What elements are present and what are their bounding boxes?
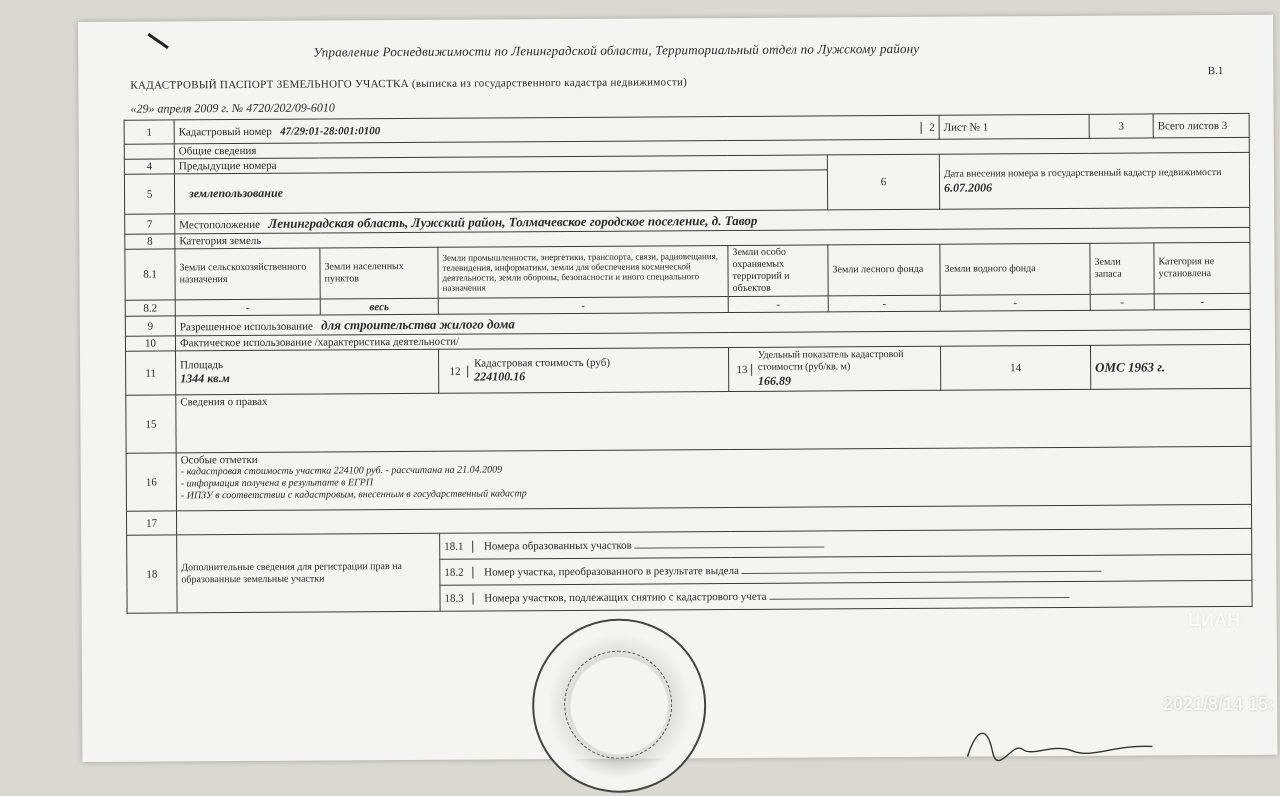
- issuing-organization: Управление Роснедвижимости по Ленинградской области, Территориальный отдел по Лужскому району: [313, 40, 920, 60]
- specific-value-cell: [729, 346, 941, 391]
- table-row: [126, 388, 1251, 453]
- land-use-type: [174, 170, 827, 214]
- row-number: 7: [125, 214, 175, 234]
- fill-line: [742, 570, 1102, 573]
- special-note-line: - ИПЗУ в соответствии с кадастровым, внесенным в государственный кадастр: [180, 488, 527, 502]
- cadastral-value-cell: [439, 348, 729, 394]
- document-title: КАДАСТРОВЫЙ ПАСПОРТ ЗЕМЕЛЬНОГО УЧАСТКА (выписка из государственного кадастра недвижимости): [130, 76, 688, 92]
- rights-label: Сведения о правах: [176, 388, 1251, 453]
- entry-date-cell: [939, 152, 1249, 209]
- land-category-label: Категория земель: [175, 227, 1250, 249]
- table-row: [125, 242, 1250, 300]
- row-number: 12: [443, 365, 468, 377]
- category-header: Земли населенных пунктов: [320, 247, 438, 299]
- total-sheets: Всего листов 3: [1153, 113, 1249, 138]
- category-value: -: [438, 297, 728, 315]
- special-note-line: - информация получена в результате в ЕГРП: [180, 477, 374, 490]
- pen-mark: [147, 33, 168, 49]
- row-number: 2: [920, 121, 935, 133]
- category-header: Категория не установлена: [1154, 242, 1250, 294]
- subrow-18-3: [440, 580, 1252, 611]
- sheet-number: [939, 114, 1089, 139]
- row-number: 13: [733, 363, 752, 375]
- handwritten-signature: [962, 720, 1162, 761]
- category-header: Земли запаса: [1090, 243, 1154, 294]
- document-sheet: [78, 15, 1277, 762]
- cadastral-number-label: Кадастровый номер: [178, 125, 272, 138]
- entry-date-label: Дата внесения номера в государственный кадастр недвижимости: [943, 166, 1222, 180]
- specific-value-label: Удельный показатель кадастровой стоимости (руб/кв. м): [757, 348, 904, 373]
- special-notes-cell: [176, 446, 1251, 511]
- row-number: 17: [126, 511, 176, 535]
- permitted-use-label: Разрешенное использование: [179, 320, 313, 333]
- subrow-number: 18.1: [444, 540, 473, 552]
- row-number: 8: [125, 234, 175, 249]
- subrow-number: 18.2: [444, 566, 473, 578]
- category-value: -: [940, 294, 1090, 311]
- watermark: ЦИАН: [1187, 610, 1240, 630]
- category-value: -: [828, 295, 940, 312]
- special-note-line: - кадастровая стоимость участка 224100 руб. - рассчитана на 21.04.2009: [180, 464, 503, 478]
- area-label: Площадь: [180, 359, 224, 372]
- area-value: 1344 кв.м: [180, 371, 230, 386]
- row-number: 8.1: [125, 249, 175, 300]
- entry-date-value: 6.07.2006: [943, 179, 993, 195]
- permitted-use-value: для строительства жилого дома: [321, 315, 515, 333]
- table-row: [126, 446, 1251, 511]
- previous-numbers-label: Предыдущие номера: [174, 155, 827, 174]
- location-label: Местоположение: [179, 218, 261, 231]
- registration-info-label: Дополнительные сведения для регистрации прав на образованные земельные участки: [177, 533, 440, 613]
- row-number: 6: [827, 154, 939, 210]
- area-cell: [176, 349, 439, 395]
- category-value: -: [728, 296, 828, 313]
- row-number: 16: [126, 453, 176, 511]
- sheet-number-label: Лист № 1: [943, 120, 989, 134]
- row-number: 8.2: [125, 300, 175, 316]
- row-number: 3: [1089, 114, 1153, 138]
- specific-value-amount: 166.89: [757, 373, 792, 388]
- row-number: 10: [125, 336, 175, 351]
- form-code: В.1: [1207, 65, 1224, 78]
- cadastral-value-label: Кадастровая стоимость (руб): [474, 356, 611, 370]
- fill-line: [635, 546, 825, 548]
- row-number: 11: [126, 351, 176, 395]
- category-value: -: [175, 299, 320, 316]
- category-header: Земли водного фонда: [940, 243, 1090, 295]
- location-value: Ленинградская область, Лужский район, Толмачевское городское поселение, д. Тавор: [268, 212, 758, 231]
- category-value: весь: [320, 298, 438, 315]
- land-use-type-value: землепользование: [189, 185, 283, 201]
- cadastral-number-value: 47/29:01-28:001:0100: [280, 124, 381, 138]
- row-number: 14: [941, 345, 1091, 390]
- fill-line: [769, 596, 1069, 599]
- transformed-plot-label: Номер участка, преобразованного в результате выдела: [484, 564, 739, 579]
- category-header: Земли особо охраняемых территорий и объектов: [728, 245, 828, 297]
- document-date-number: «29» апреля 2009 г. № 4720/202/09-6010: [130, 100, 335, 116]
- photo-timestamp: 2021/8/14 15:: [1162, 694, 1274, 714]
- category-header: Земли лесного фонда: [828, 244, 940, 296]
- row-number: 4: [124, 159, 174, 174]
- table-row: [126, 344, 1251, 395]
- official-seal-stamp: [532, 618, 707, 793]
- row-number: 1: [124, 120, 174, 144]
- coordinate-system: ОМС 1963 г.: [1091, 344, 1251, 389]
- row-number: 5: [124, 174, 174, 214]
- row-number: 9: [125, 316, 175, 336]
- category-value: -: [1090, 294, 1154, 310]
- category-value: -: [1154, 293, 1250, 310]
- category-header: Земли сельскохозяйственного назначения: [175, 248, 320, 300]
- row-number: 18: [127, 535, 177, 613]
- removed-plots-label: Номера участков, подлежащих снятию с кадастрового учета: [484, 590, 767, 605]
- subrow-number: 18.3: [444, 592, 473, 604]
- empty-cell: [124, 144, 174, 159]
- actual-use-label: Фактическое использование /характеристика деятельности/: [175, 329, 1250, 351]
- special-notes-label: Особые отметки: [180, 453, 258, 467]
- cadastral-table: [124, 113, 1253, 614]
- cadastral-value-amount: 224100.16: [474, 369, 526, 384]
- row-number: 15: [126, 395, 176, 453]
- formed-plots-label: Номера образованных участков: [483, 539, 632, 553]
- category-header: Земли промышленности, энергетики, транспорта, связи, радиовещания, телевидения, информатики, земли для обеспечения космической деятельности, земли обороны, безопасности и иного специального назначения: [438, 246, 728, 299]
- general-info-heading: Общие сведения: [174, 137, 1249, 159]
